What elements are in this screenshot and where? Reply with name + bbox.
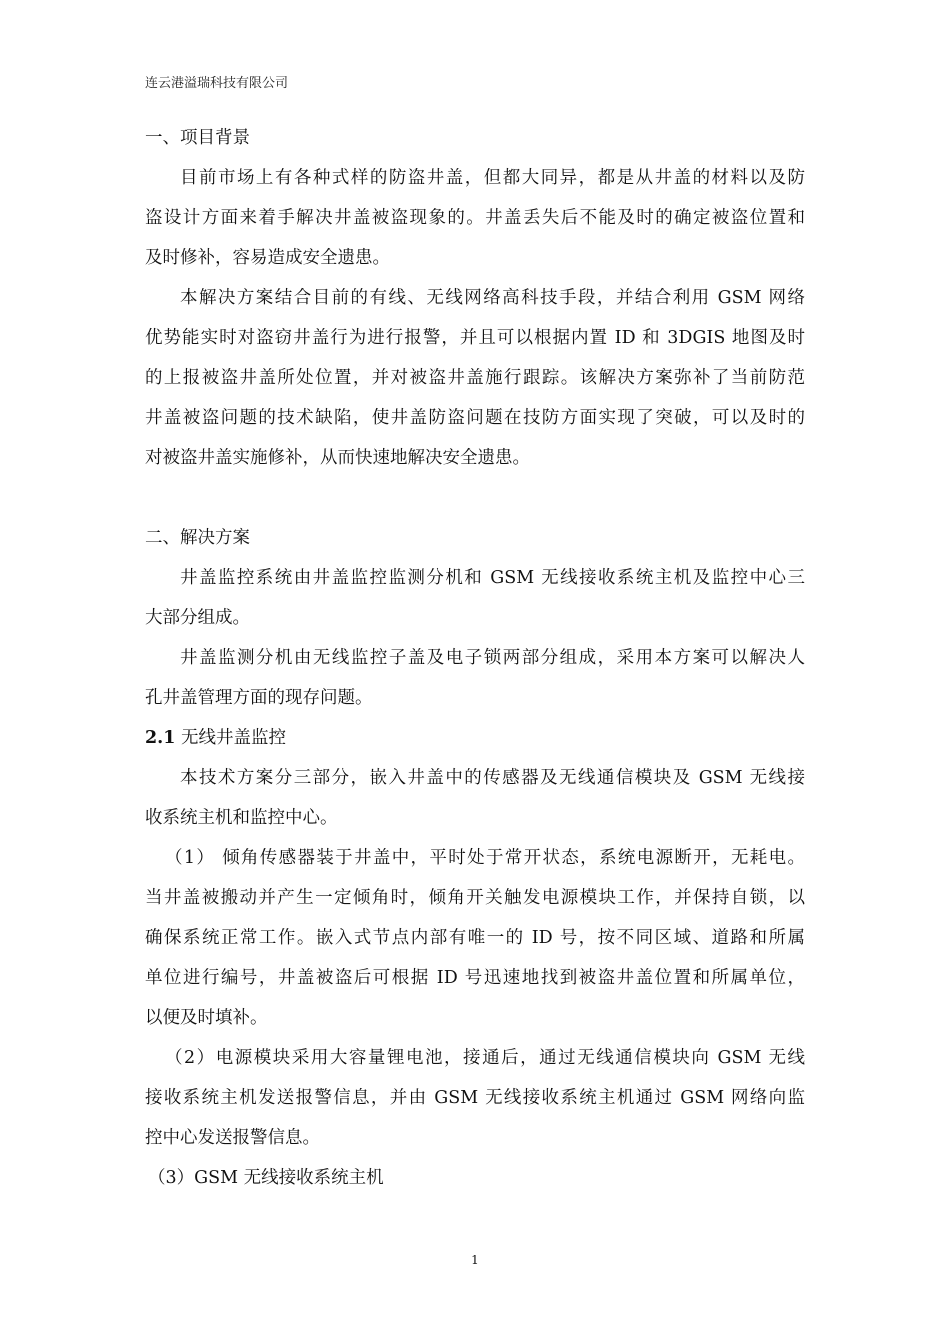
paragraph-line: 优势能实时对盗窃井盖行为进行报警，并且可以根据内置 ID 和 3DGIS 地图及时	[145, 328, 805, 348]
paragraph-line: 大部分组成。	[145, 608, 250, 628]
section-2-heading: 二、解决方案	[145, 528, 250, 548]
list-item-line: （1） 倾角传感器装于井盖中，平时处于常开状态，系统电源断开，无耗电。	[165, 848, 805, 868]
list-item-line: 控中心发送报警信息。	[145, 1128, 320, 1148]
paragraph-line: 收系统主机和监控中心。	[145, 808, 338, 828]
paragraph-line: 对被盗井盖实施修补，从而快速地解决安全遗患。	[145, 448, 530, 468]
list-item-line: 单位进行编号，井盖被盗后可根据 ID 号迅速地找到被盗井盖位置和所属单位，	[145, 968, 805, 988]
subsection-title: 无线井盖监控	[181, 728, 287, 748]
paragraph-line: 本解决方案结合目前的有线、无线网络高科技手段，并结合利用 GSM 网络	[180, 288, 805, 308]
list-item-line: 接收系统主机发送报警信息，并由 GSM 无线接收系统主机通过 GSM 网络向监	[145, 1088, 805, 1108]
section-1-heading: 一、项目背景	[145, 128, 250, 148]
list-item-line: （3）GSM 无线接收系统主机	[148, 1168, 384, 1188]
paragraph-line: 盗设计方面来着手解决井盖被盗现象的。井盖丢失后不能及时的确定被盗位置和	[145, 208, 805, 228]
paragraph-line: 目前市场上有各种式样的防盗井盖，但都大同异，都是从井盖的材料以及防	[180, 168, 805, 188]
subsection-2-1-heading	[145, 730, 286, 748]
subsection-number: 2.1	[145, 728, 176, 748]
paragraph-line: 井盖监测分机由无线监控子盖及电子锁两部分组成，采用本方案可以解决人	[180, 648, 805, 668]
page-number: 1	[471, 1253, 479, 1267]
list-item-line: （2）电源模块采用大容量锂电池，接通后，通过无线通信模块向 GSM 无线	[165, 1048, 805, 1068]
paragraph-line: 及时修补，容易造成安全遗患。	[145, 248, 390, 268]
paragraph-line: 孔井盖管理方面的现存问题。	[145, 688, 373, 708]
list-item-line: 以便及时填补。	[145, 1008, 268, 1028]
paragraph-line: 本技术方案分三部分，嵌入井盖中的传感器及无线通信模块及 GSM 无线接	[180, 768, 805, 788]
paragraph-line: 的上报被盗井盖所处位置，并对被盗井盖施行跟踪。该解决方案弥补了当前防范	[145, 368, 805, 388]
list-item-line: 当井盖被搬动并产生一定倾角时，倾角开关触发电源模块工作，并保持自锁，以	[145, 888, 805, 908]
list-item-line: 确保系统正常工作。嵌入式节点内部有唯一的 ID 号，按不同区域、道路和所属	[145, 928, 805, 948]
paragraph-line: 井盖被盗问题的技术缺陷，使井盖防盗问题在技防方面实现了突破，可以及时的	[145, 408, 805, 428]
paragraph-line: 井盖监控系统由井盖监控监测分机和 GSM 无线接收系统主机及监控中心三	[180, 568, 805, 588]
page-header: 连云港溢瑞科技有限公司	[145, 76, 289, 91]
